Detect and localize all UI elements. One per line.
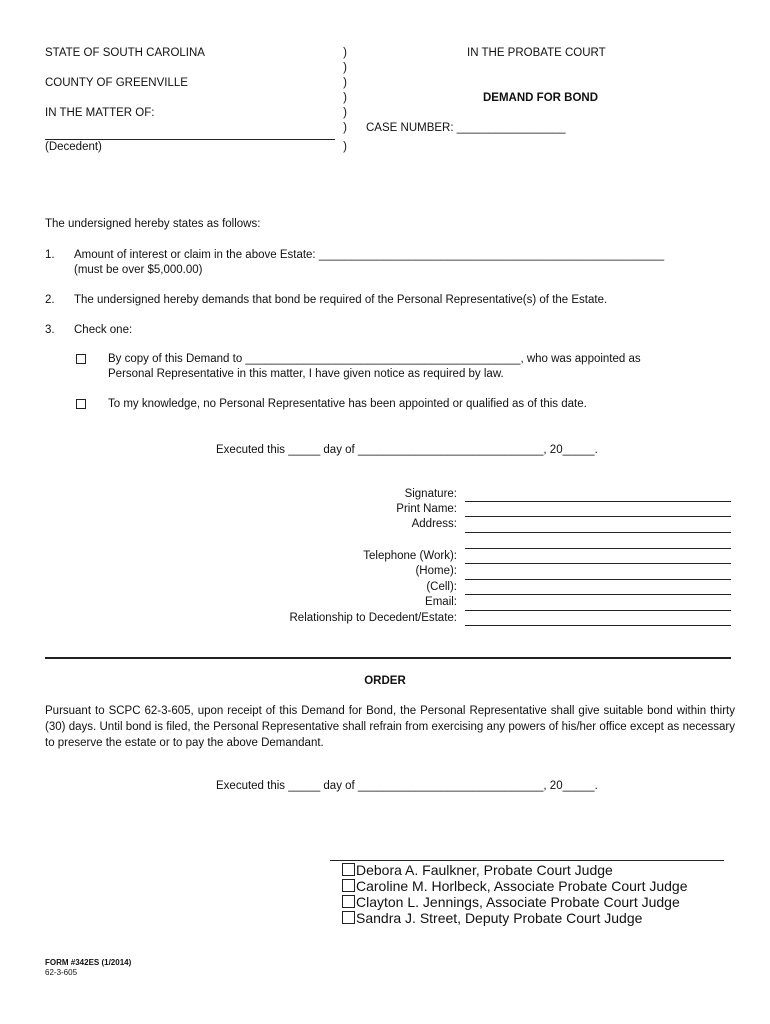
caption-paren: ) <box>343 122 347 134</box>
form-number: FORM #342ES (1/2014) <box>45 958 132 967</box>
relationship-field[interactable] <box>465 625 731 626</box>
telephone-home-field[interactable] <box>465 579 731 580</box>
caption-paren: ) <box>343 47 347 59</box>
caption-paren: ) <box>343 141 347 153</box>
statute-code: 62-3-605 <box>45 968 78 977</box>
order-text: Pursuant to SCPC 62-3-605, upon receipt of this Demand for Bond, the Personal Representative shall give suitable bond within thirty (30) days. Until bond is filed, the Personal Representative shall refrain from exercising any powers of his/her office except as necessary to preserve the estate or to pay the above Demandant. <box>45 705 735 749</box>
order-title: ORDER <box>364 675 406 687</box>
state-label: STATE OF SOUTH CAROLINA <box>45 47 205 59</box>
relationship-label: Relationship to Decedent/Estate: <box>289 612 457 624</box>
case-number-field[interactable]: CASE NUMBER: _________________ <box>366 122 566 134</box>
intro-text: The undersigned hereby states as follows: <box>45 218 261 230</box>
decedent-name-line[interactable] <box>45 139 335 140</box>
option-notice-checkbox[interactable] <box>76 354 86 364</box>
section-divider <box>45 657 731 659</box>
caption-paren: ) <box>343 62 347 74</box>
claim-amount-field[interactable]: Amount of interest or claim in the above Estate: ______________________________________________________ <box>74 249 665 261</box>
item-number: 2. <box>45 294 55 306</box>
option-none-appointed-text: To my knowledge, no Personal Representative has been appointed or qualified as of this date. <box>108 398 587 410</box>
address-field[interactable] <box>465 532 731 533</box>
print-name-field[interactable] <box>465 516 731 517</box>
telephone-work-label: Telephone (Work): <box>363 550 457 562</box>
option-notice-text: By copy of this Demand to ___________________________________________, who was appointed as <box>108 353 641 365</box>
option-notice-text-line2: Personal Representative in this matter, I have given notice as required by law. <box>108 368 504 380</box>
caption-paren: ) <box>343 92 347 104</box>
claim-note: (must be over $5,000.00) <box>74 264 203 276</box>
address-label: Address: <box>411 518 457 530</box>
telephone-work-field[interactable] <box>465 563 731 564</box>
executed-date-field[interactable]: Executed this _____ day of _____________________________, 20_____. <box>216 444 598 456</box>
email-field[interactable] <box>465 610 731 611</box>
decedent-label: (Decedent) <box>45 141 102 153</box>
check-one-label: Check one: <box>74 324 133 336</box>
judge-checkbox[interactable] <box>342 863 355 876</box>
county-label: COUNTY OF GREENVILLE <box>45 77 188 89</box>
judge-name: Clayton L. Jennings, Associate Probate Court Judge <box>356 894 680 910</box>
telephone-cell-field[interactable] <box>465 594 731 595</box>
address-field-line2[interactable] <box>465 548 731 549</box>
court-label: IN THE PROBATE COURT <box>467 47 606 59</box>
option-none-appointed-checkbox[interactable] <box>76 399 86 409</box>
judge-checkbox[interactable] <box>342 911 355 924</box>
caption-paren: ) <box>343 107 347 119</box>
bond-demand-text: The undersigned hereby demands that bond be required of the Personal Representative(s) of the Estate. <box>74 294 608 306</box>
item-number: 1. <box>45 249 55 261</box>
telephone-cell-label: (Cell): <box>426 581 457 593</box>
caption-paren: ) <box>343 77 347 89</box>
judge-checkbox[interactable] <box>342 895 355 908</box>
order-executed-date-field[interactable]: Executed this _____ day of _____________________________, 20_____. <box>216 780 598 792</box>
signature-field[interactable] <box>465 501 731 502</box>
judge-checkbox[interactable] <box>342 879 355 892</box>
signature-label: Signature: <box>404 488 457 500</box>
matter-label: IN THE MATTER OF: <box>45 107 155 119</box>
judge-name: Debora A. Faulkner, Probate Court Judge <box>356 862 613 878</box>
telephone-home-label: (Home): <box>415 565 457 577</box>
judge-signature-line[interactable] <box>330 860 724 861</box>
item-number: 3. <box>45 324 55 336</box>
print-name-label: Print Name: <box>396 503 457 515</box>
email-label: Email: <box>425 596 457 608</box>
judge-name: Caroline M. Horlbeck, Associate Probate Court Judge <box>356 878 688 894</box>
judge-name: Sandra J. Street, Deputy Probate Court Judge <box>356 910 643 926</box>
form-title: DEMAND FOR BOND <box>483 92 598 104</box>
